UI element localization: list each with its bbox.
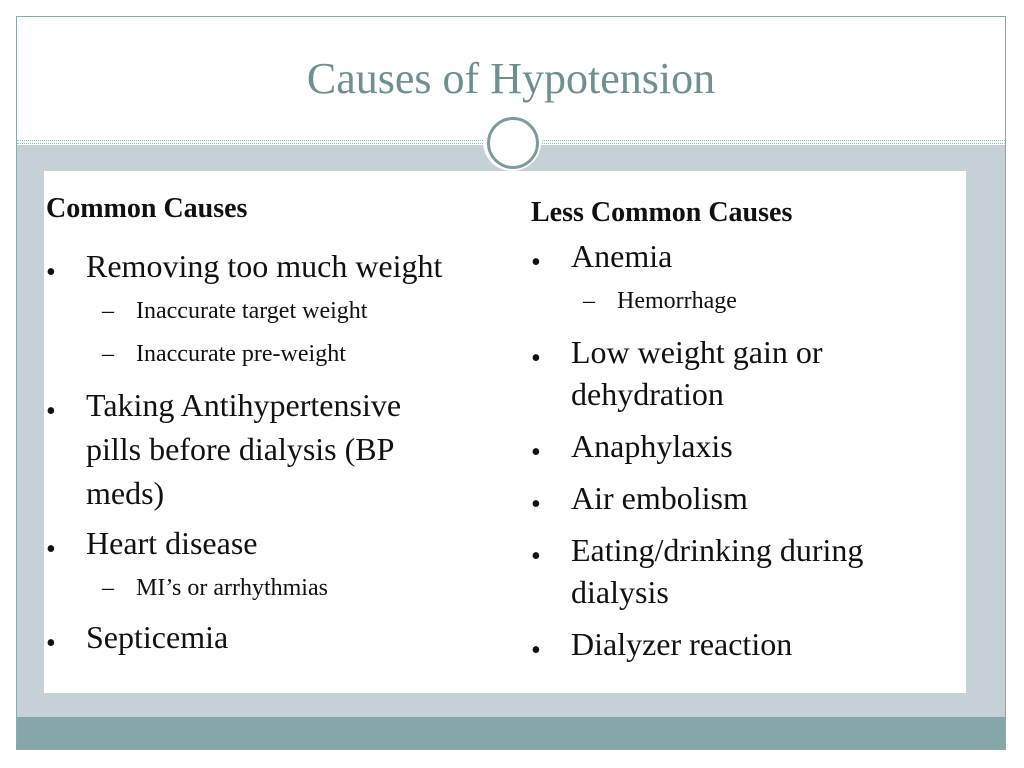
- bullet-icon: •: [46, 534, 56, 565]
- list-item-text-line-1: Eating/drinking during: [571, 532, 864, 568]
- list-item-text: Air embolism: [571, 480, 748, 516]
- list-item-text-line-1: Taking Antihypertensive: [86, 387, 402, 423]
- bullet-icon: •: [531, 343, 541, 374]
- bullet-icon: •: [531, 635, 541, 666]
- less-common-causes-heading: Less Common Causes: [531, 197, 793, 228]
- sub-list-item-text: Hemorrhage: [617, 288, 737, 314]
- bullet-icon: •: [531, 247, 541, 278]
- list-item-text-line-1: Low weight gain or: [571, 334, 823, 370]
- common-causes-heading: Common Causes: [46, 193, 248, 224]
- bullet-icon: •: [531, 489, 541, 520]
- list-item-text-line-2: pills before dialysis (BP: [86, 431, 395, 467]
- slide-title: Causes of Hypotension: [306, 54, 716, 103]
- list-item-text: Anaphylaxis: [571, 428, 733, 464]
- dash-icon: –: [102, 575, 114, 601]
- sub-list-item-text: Inaccurate pre-weight: [136, 341, 346, 367]
- list-item-text-line-3: meds): [86, 475, 165, 511]
- footer-bar: [17, 717, 1005, 750]
- list-item-text: Heart disease: [86, 525, 258, 561]
- bullet-icon: •: [46, 628, 56, 659]
- dash-icon: –: [583, 288, 595, 314]
- bullet-icon: •: [531, 541, 541, 572]
- list-item-text-line-2: dialysis: [571, 574, 669, 610]
- dash-icon: –: [102, 341, 114, 367]
- list-item-text: Anemia: [571, 238, 673, 274]
- list-item-text: Removing too much weight: [86, 248, 443, 284]
- sub-list-item-text: MI’s or arrhythmias: [136, 575, 328, 601]
- bullet-icon: •: [531, 437, 541, 468]
- slide: [16, 16, 1006, 750]
- content-panel: [44, 171, 966, 693]
- bullet-icon: •: [46, 257, 56, 288]
- list-item-text: Dialyzer reaction: [571, 626, 793, 662]
- title-ornament-circle: [487, 117, 539, 169]
- sub-list-item-text: Inaccurate target weight: [136, 298, 368, 324]
- list-item-text: Septicemia: [86, 619, 229, 655]
- bullet-icon: •: [46, 396, 56, 427]
- dash-icon: –: [102, 298, 114, 324]
- list-item-text-line-2: dehydration: [571, 376, 724, 412]
